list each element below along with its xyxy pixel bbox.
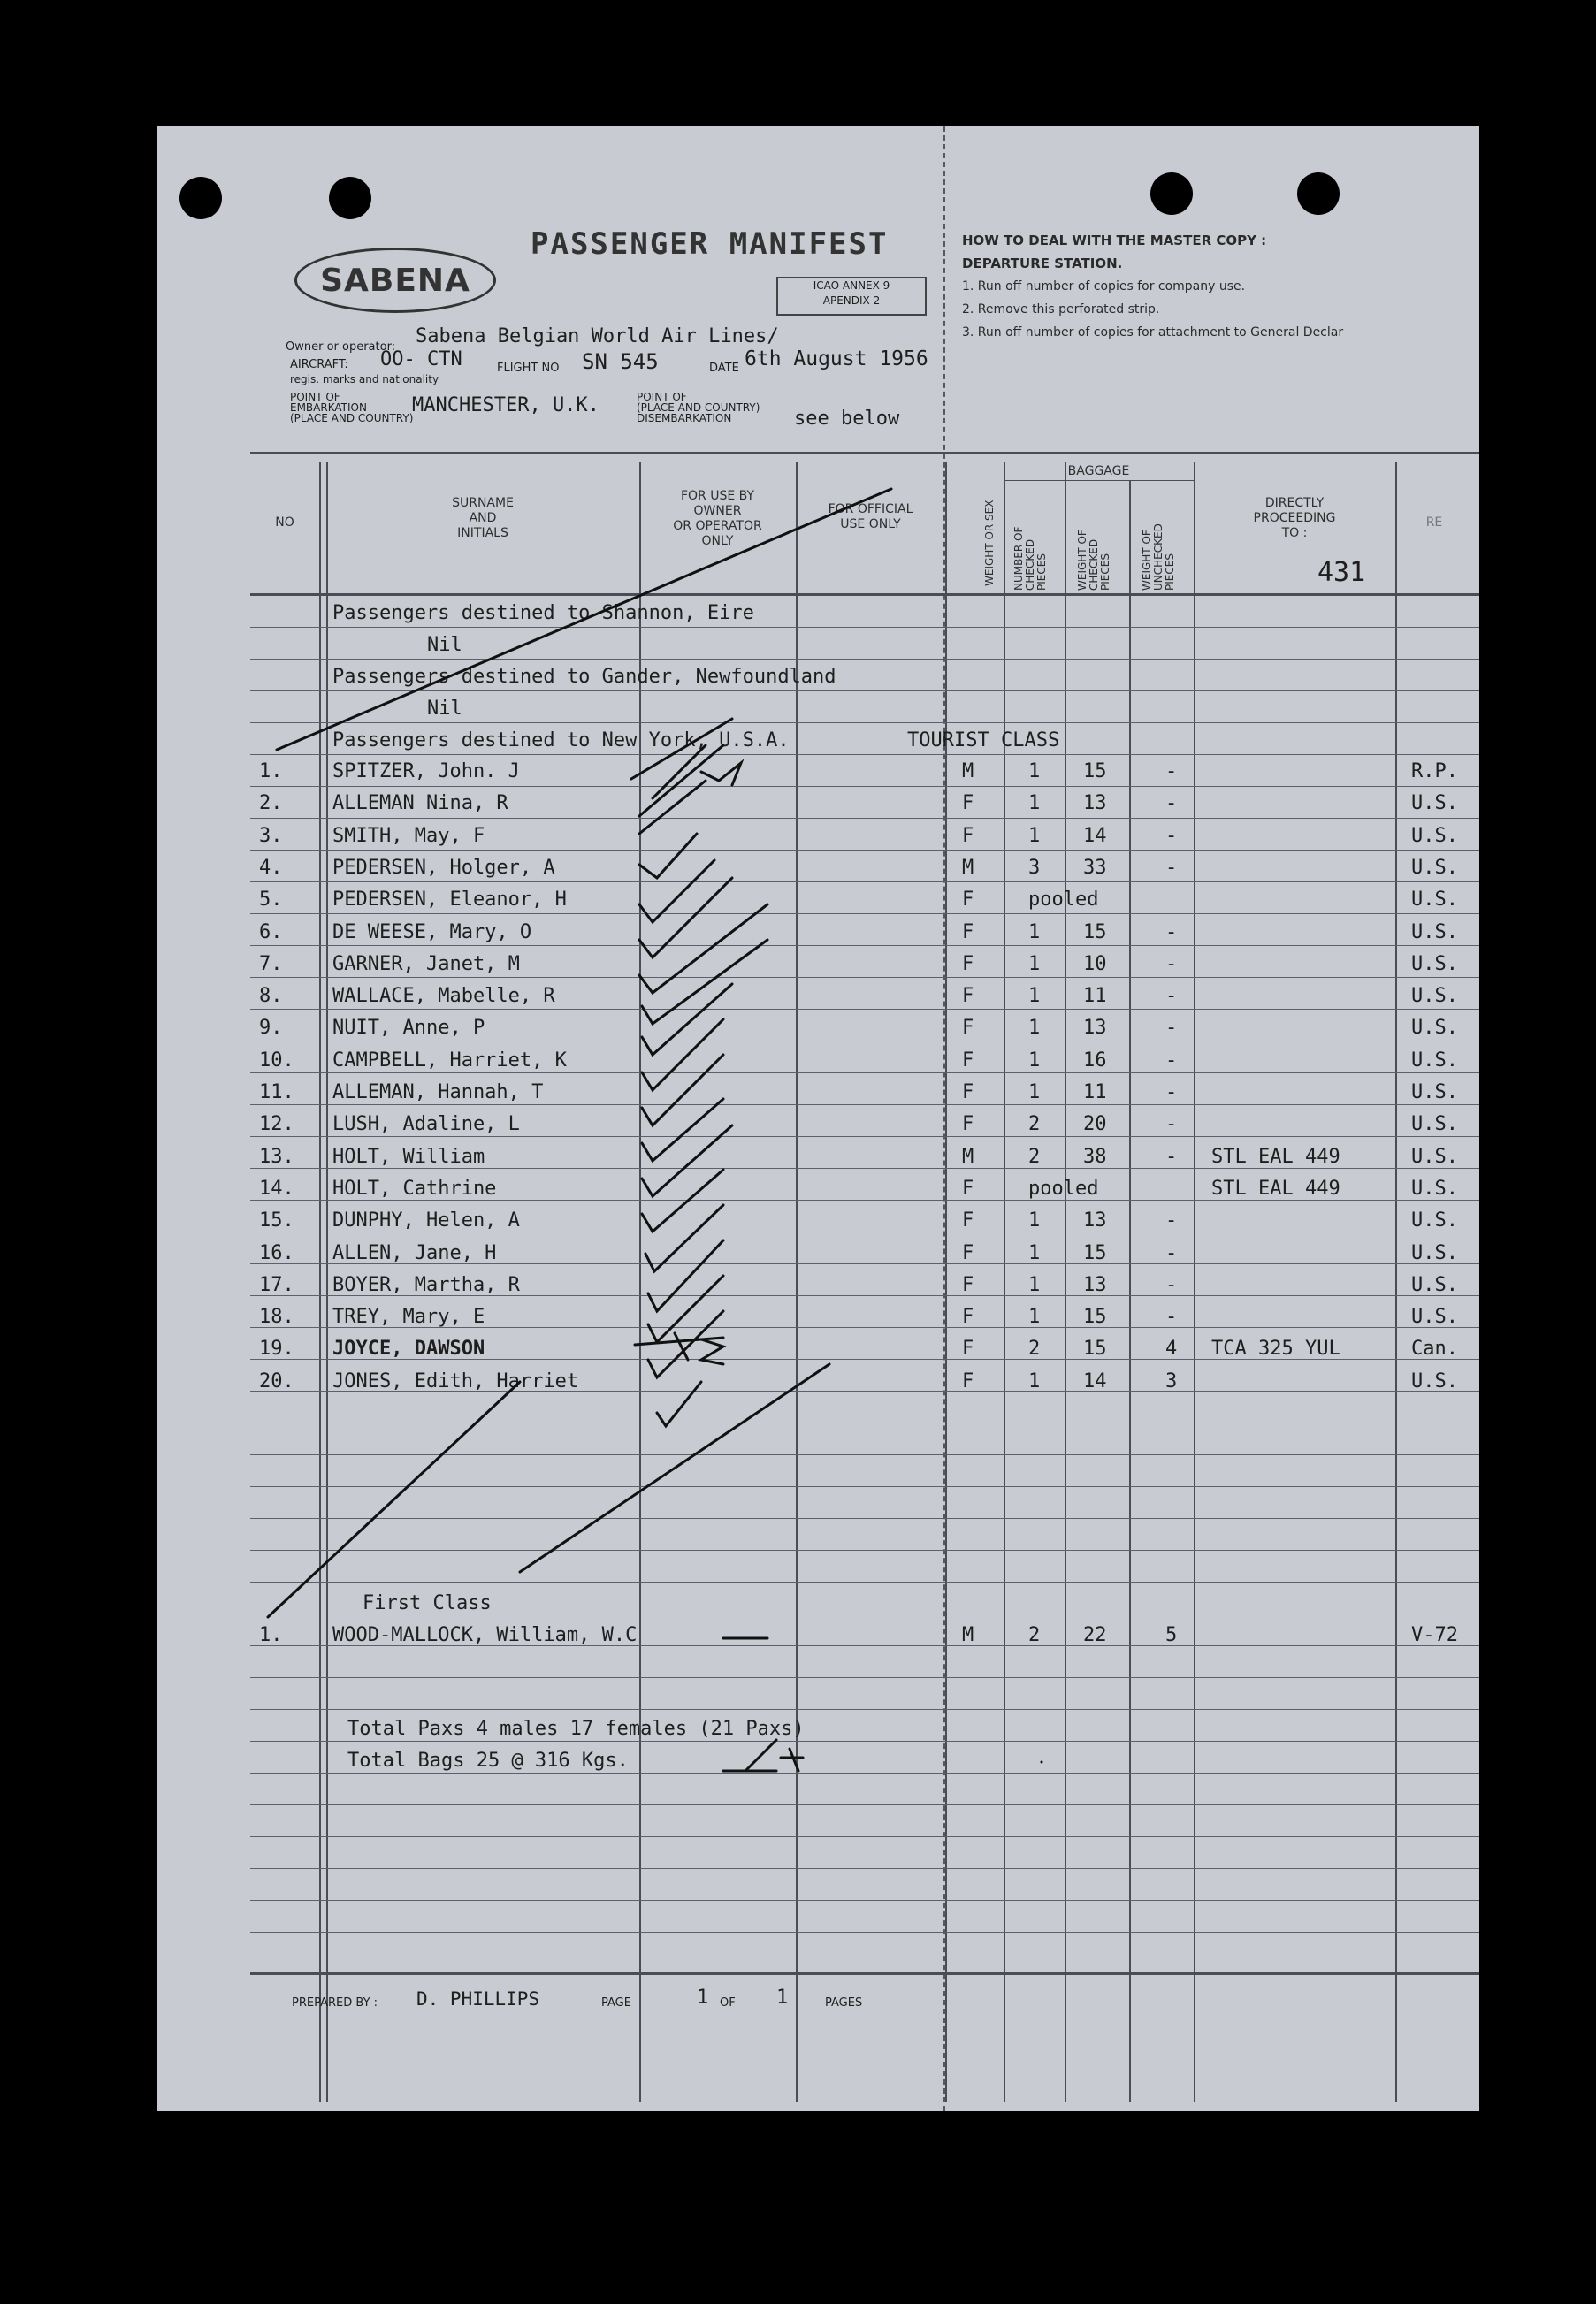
page-value: 1	[697, 1987, 709, 2009]
cell-pcs: 2	[1028, 1624, 1041, 1646]
prepared-label: PREPARED BY :	[292, 1996, 378, 2010]
cell-unchk: -	[1165, 920, 1178, 943]
cell-pcs: 2	[1028, 1113, 1041, 1136]
cell-rem: U.S.	[1411, 824, 1458, 847]
pen-stroke	[642, 1125, 732, 1196]
cell-rem: U.S.	[1411, 1273, 1458, 1296]
col-vert-line: PIECES	[1099, 553, 1111, 591]
pen-stroke	[701, 763, 741, 785]
pen-stroke	[657, 1382, 701, 1426]
pen-stroke	[642, 984, 732, 1055]
cell-wt: 13	[1083, 1273, 1107, 1296]
flight-label: FLIGHT NO	[497, 362, 560, 375]
col-proceeding-line: TO :	[1281, 526, 1308, 540]
aircraft-value: OO- CTN	[380, 348, 462, 370]
cell-name: DE WEESE, Mary, O	[332, 920, 532, 943]
cell-wt: 14	[1083, 1369, 1107, 1392]
col-vert-line: PIECES	[1035, 553, 1048, 591]
section-gander: Passengers destined to Gander, Newfoundland	[332, 666, 836, 688]
totals-bags: Total Bags 25 @ 316 Kgs.	[347, 1750, 629, 1772]
cell-sex: M	[962, 760, 974, 782]
cell-pcs: 1	[1028, 1369, 1041, 1392]
cell-pcs: 1	[1028, 952, 1041, 975]
aircraft-sub: regis. marks and nationality	[290, 373, 439, 385]
page-label: PAGE	[601, 1996, 631, 2010]
cell-wt: 15	[1083, 1241, 1107, 1264]
col-owner-line: FOR USE BY	[680, 489, 755, 503]
cell-rem: U.S.	[1411, 856, 1458, 879]
cell-name: LUSH, Adaline, L	[332, 1113, 520, 1136]
cell-dest: STL EAL 449	[1211, 1177, 1340, 1200]
cell-name: NUIT, Anne, P	[332, 1017, 485, 1040]
cell-dest: TCA 325 YUL	[1211, 1338, 1340, 1361]
col-baggage: BAGGAGE	[1067, 464, 1130, 478]
cell-no: 5.	[259, 889, 283, 912]
col-vert-line: WEIGHT OF	[1141, 530, 1153, 591]
section-newyork: Passengers destined to New York, U.S.A.	[332, 729, 790, 751]
cell-wt: 10	[1083, 952, 1107, 975]
col-official-line: FOR OFFICIAL	[828, 502, 913, 516]
icao-line: APENDIX 2	[822, 294, 881, 307]
cell-unchk: -	[1165, 792, 1178, 815]
cell-rem: U.S.	[1411, 1209, 1458, 1232]
cell-sex: F	[962, 985, 974, 1008]
instruction-item: 3. Run off number of copies for attachment to General Declar	[962, 325, 1344, 339]
handwritten-marks	[157, 126, 1479, 2111]
cell-wt: 20	[1083, 1113, 1107, 1136]
embark-label-line: (PLACE AND COUNTRY)	[290, 412, 414, 424]
cell-unchk: -	[1165, 1306, 1178, 1329]
cell-sex: F	[962, 1273, 974, 1296]
manifest-sheet	[157, 126, 1479, 2111]
cell-unchk: -	[1165, 1081, 1178, 1103]
cell-no: 9.	[259, 1017, 283, 1040]
date-label: DATE	[709, 362, 739, 375]
disembark-value: see below	[794, 408, 900, 430]
cell-pcs: 1	[1028, 1241, 1041, 1264]
cell-sex: F	[962, 1369, 974, 1392]
cell-unchk: -	[1165, 760, 1178, 782]
cell-rem: U.S.	[1411, 1017, 1458, 1040]
cell-pcs: 3	[1028, 856, 1041, 879]
embark-label-line: EMBARKATION	[290, 401, 367, 414]
pen-stroke	[645, 1205, 723, 1271]
cell-name: ALLEMAN, Hannah, T	[332, 1081, 544, 1103]
owner-label: Owner or operator:	[286, 340, 396, 354]
cell-unchk: -	[1165, 824, 1178, 847]
cell-sex: F	[962, 1081, 974, 1103]
cell-wt: 33	[1083, 856, 1107, 879]
cell-pcs: 1	[1028, 1017, 1041, 1040]
cell-sex: F	[962, 920, 974, 943]
cell-unchk: 3	[1165, 1369, 1178, 1392]
col-surname-line: SURNAME	[452, 496, 514, 510]
cell-no: 2.	[259, 792, 283, 815]
cell-no: 3.	[259, 824, 283, 847]
cell-wt: 11	[1083, 985, 1107, 1008]
cell-sex: M	[962, 1624, 974, 1646]
cell-unchk: -	[1165, 856, 1178, 879]
col-vert-line: PIECES	[1164, 553, 1176, 591]
embark-value: MANCHESTER, U.K.	[412, 394, 599, 416]
cell-pcs: 1	[1028, 920, 1041, 943]
col-no: NO	[275, 515, 294, 530]
cell-no: 13.	[259, 1145, 294, 1168]
date-value: 6th August 1956	[745, 347, 928, 370]
cell-no: 16.	[259, 1241, 294, 1264]
cell-unchk: -	[1165, 1209, 1178, 1232]
sabena-logo: SABENA	[294, 248, 496, 313]
cell-wt: 15	[1083, 760, 1107, 782]
cell-pcs: pooled	[1028, 889, 1099, 912]
pen-stroke	[639, 834, 697, 878]
cell-sex: F	[962, 1209, 974, 1232]
cell-unchk: -	[1165, 1017, 1178, 1040]
cell-pcs: 1	[1028, 1273, 1041, 1296]
cell-name: JONES, Edith, Harriet	[332, 1369, 579, 1392]
cell-sex: F	[962, 1049, 974, 1072]
instruction-item: 1. Run off number of copies for company use.	[962, 279, 1246, 294]
cell-pcs: 1	[1028, 792, 1041, 815]
cell-name: ALLEMAN Nina, R	[332, 792, 508, 815]
cell-no: 14.	[259, 1177, 294, 1200]
cell-sex: F	[962, 792, 974, 815]
cell-pcs: 1	[1028, 824, 1041, 847]
cell-pcs: 1	[1028, 1081, 1041, 1103]
col-proceeding-line: PROCEEDING	[1253, 511, 1336, 525]
col-remarks: RE	[1425, 515, 1443, 530]
footer-rule	[250, 1972, 1479, 1975]
cell-rem: U.S.	[1411, 792, 1458, 815]
cell-sex: F	[962, 889, 974, 912]
cell-unchk: -	[1165, 1049, 1178, 1072]
cell-no: 18.	[259, 1306, 294, 1329]
cell-rem: R.P.	[1411, 760, 1458, 782]
cell-rem: V-72	[1411, 1624, 1458, 1646]
owner-value: Sabena Belgian World Air Lines/	[416, 325, 779, 347]
cell-pcs: 1	[1028, 1306, 1041, 1329]
cell-pcs: pooled	[1028, 1177, 1099, 1200]
cell-pcs: 1	[1028, 1209, 1041, 1232]
section-shannon: Passengers destined to Shannon, Eire	[332, 602, 754, 624]
cell-wt: 13	[1083, 1017, 1107, 1040]
pen-stroke	[639, 860, 714, 922]
cell-rem: U.S.	[1411, 889, 1458, 912]
instructions-sub: DEPARTURE STATION.	[962, 256, 1123, 271]
cell-sex: M	[962, 856, 974, 879]
cell-name: HOLT, Cathrine	[332, 1177, 497, 1200]
cell-rem: U.S.	[1411, 1369, 1458, 1392]
cell-wt: 14	[1083, 824, 1107, 847]
cell-wt: 13	[1083, 1209, 1107, 1232]
proceeding-value: 431	[1317, 557, 1366, 588]
cell-wt: 38	[1083, 1145, 1107, 1168]
cell-name: GARNER, Janet, M	[332, 952, 520, 975]
cell-sex: F	[962, 1306, 974, 1329]
pen-stroke	[648, 1311, 723, 1377]
cell-unchk: 5	[1165, 1624, 1178, 1646]
cell-no: 7.	[259, 952, 283, 975]
page-title: PASSENGER MANIFEST	[531, 226, 889, 262]
cell-wt: 15	[1083, 920, 1107, 943]
section-gander-nil: Nil	[427, 698, 462, 720]
col-surname-line: INITIALS	[457, 526, 508, 540]
col-owner-line: OWNER	[693, 504, 742, 518]
section-shannon-nil: Nil	[427, 634, 462, 656]
pen-stroke	[639, 745, 723, 816]
cell-pcs: 2	[1028, 1145, 1041, 1168]
col-official-line: USE ONLY	[840, 517, 901, 531]
cell-name: SPITZER, John. J	[332, 760, 520, 782]
disembark-label-line: (PLACE AND COUNTRY)	[637, 401, 760, 414]
pen-stroke	[277, 489, 891, 750]
cell-rem: U.S.	[1411, 952, 1458, 975]
cell-no: 17.	[259, 1273, 294, 1296]
cell-name: PEDERSEN, Holger, A	[332, 856, 555, 879]
cell-dest: STL EAL 449	[1211, 1145, 1340, 1168]
section-first-class: First Class	[363, 1592, 492, 1614]
col-weight-or-sex: WEIGHT OR SEX	[983, 500, 996, 586]
cell-no: 19.	[259, 1338, 294, 1361]
cell-unchk: -	[1165, 1241, 1178, 1264]
cell-unchk: -	[1165, 985, 1178, 1008]
pen-stroke	[642, 1170, 723, 1232]
col-vert-line: NUMBER OF	[1012, 526, 1025, 591]
cell-rem: U.S.	[1411, 1113, 1458, 1136]
cell-wt: 15	[1083, 1306, 1107, 1329]
icao-line: ICAO ANNEX 9	[813, 279, 890, 292]
cell-rem: U.S.	[1411, 1081, 1458, 1103]
cell-wt: 11	[1083, 1081, 1107, 1103]
cell-rem: U.S.	[1411, 1177, 1458, 1200]
cell-no: 12.	[259, 1113, 294, 1136]
cell-no: 1.	[259, 1624, 283, 1646]
cell-pcs: 1	[1028, 760, 1041, 782]
cell-unchk: -	[1165, 952, 1178, 975]
col-vert-line: CHECKED	[1024, 538, 1036, 591]
cell-name: WALLACE, Mabelle, R	[332, 985, 555, 1008]
cell-wt: 13	[1083, 792, 1107, 815]
cell-sex: F	[962, 1017, 974, 1040]
cell-no: 10.	[259, 1049, 294, 1072]
totals-paxs: Total Paxs 4 males 17 females (21 Paxs)	[347, 1718, 805, 1740]
cell-name: SMITH, May, F	[332, 824, 485, 847]
col-vert-line: WEIGHT OF	[1076, 530, 1088, 591]
cell-rem: U.S.	[1411, 985, 1458, 1008]
cell-name: JOYCE, DAWSON	[332, 1338, 485, 1361]
instructions-title: HOW TO DEAL WITH THE MASTER COPY :	[962, 233, 1267, 248]
cell-rem: Can.	[1411, 1338, 1458, 1361]
pen-stroke	[653, 745, 706, 798]
cell-pcs: 2	[1028, 1338, 1041, 1361]
cell-name: BOYER, Martha, R	[332, 1273, 520, 1296]
disembark-label-line: POINT OF	[637, 391, 687, 403]
col-owner-line: ONLY	[701, 534, 734, 548]
col-surname-line: AND	[469, 511, 497, 525]
pen-stroke	[520, 1364, 829, 1572]
cell-pcs: 1	[1028, 1049, 1041, 1072]
cell-name: WOOD-MALLOCK, William, W.C	[332, 1624, 638, 1646]
pen-stroke	[642, 1099, 723, 1161]
cell-sex: M	[962, 1145, 974, 1168]
cell-no: 6.	[259, 920, 283, 943]
cell-name: TREY, Mary, E	[332, 1306, 485, 1329]
cell-rem: U.S.	[1411, 1049, 1458, 1072]
section-tourist: TOURIST CLASS	[907, 729, 1060, 751]
disembark-label-line: DISEMBARKATION	[637, 412, 732, 424]
cell-sex: F	[962, 952, 974, 975]
cell-name: DUNPHY, Helen, A	[332, 1209, 520, 1232]
cell-wt: 16	[1083, 1049, 1107, 1072]
pages-label: PAGES	[825, 1996, 863, 2010]
cell-no: 20.	[259, 1369, 294, 1392]
col-vert-line: UNCHECKED	[1152, 523, 1165, 591]
pen-stroke	[723, 1740, 803, 1771]
embark-label-line: POINT OF	[290, 391, 340, 403]
cell-no: 1.	[259, 760, 283, 782]
of-label: OF	[720, 1996, 736, 2010]
cell-unchk: -	[1165, 1145, 1178, 1168]
flight-value: SN 545	[582, 349, 659, 374]
col-owner-line: OR OPERATOR	[673, 519, 762, 533]
col-proceeding-line: DIRECTLY	[1264, 496, 1325, 510]
cell-rem: U.S.	[1411, 1241, 1458, 1264]
cell-wt: 22	[1083, 1624, 1107, 1646]
of-value: 1	[776, 1987, 789, 2009]
cell-unchk: 4	[1165, 1338, 1178, 1361]
cell-name: HOLT, William	[332, 1145, 485, 1168]
cell-sex: F	[962, 1338, 974, 1361]
cell-sex: F	[962, 1241, 974, 1264]
cell-rem: U.S.	[1411, 1145, 1458, 1168]
prepared-value: D. PHILLIPS	[416, 1988, 540, 2010]
pen-stroke	[268, 1382, 520, 1617]
cell-sex: F	[962, 1177, 974, 1200]
pen-stroke	[648, 1240, 723, 1311]
cell-wt: 15	[1083, 1338, 1107, 1361]
cell-no: 15.	[259, 1209, 294, 1232]
cell-name: PEDERSEN, Eleanor, H	[332, 889, 567, 912]
cell-rem: U.S.	[1411, 1306, 1458, 1329]
cell-rem: U.S.	[1411, 920, 1458, 943]
cell-no: 4.	[259, 856, 283, 879]
cell-name: CAMPBELL, Harriet, K	[332, 1049, 567, 1072]
aircraft-label: AIRCRAFT:	[290, 358, 348, 371]
cell-unchk: -	[1165, 1273, 1178, 1296]
cell-no: 11.	[259, 1081, 294, 1103]
col-vert-line: CHECKED	[1088, 538, 1100, 591]
cell-no: 8.	[259, 985, 283, 1008]
instruction-item: 2. Remove this perforated strip.	[962, 302, 1160, 317]
cell-sex: F	[962, 824, 974, 847]
cell-sex: F	[962, 1113, 974, 1136]
cell-pcs: 1	[1028, 985, 1041, 1008]
cell-unchk: -	[1165, 1113, 1178, 1136]
cell-name: ALLEN, Jane, H	[332, 1241, 497, 1264]
